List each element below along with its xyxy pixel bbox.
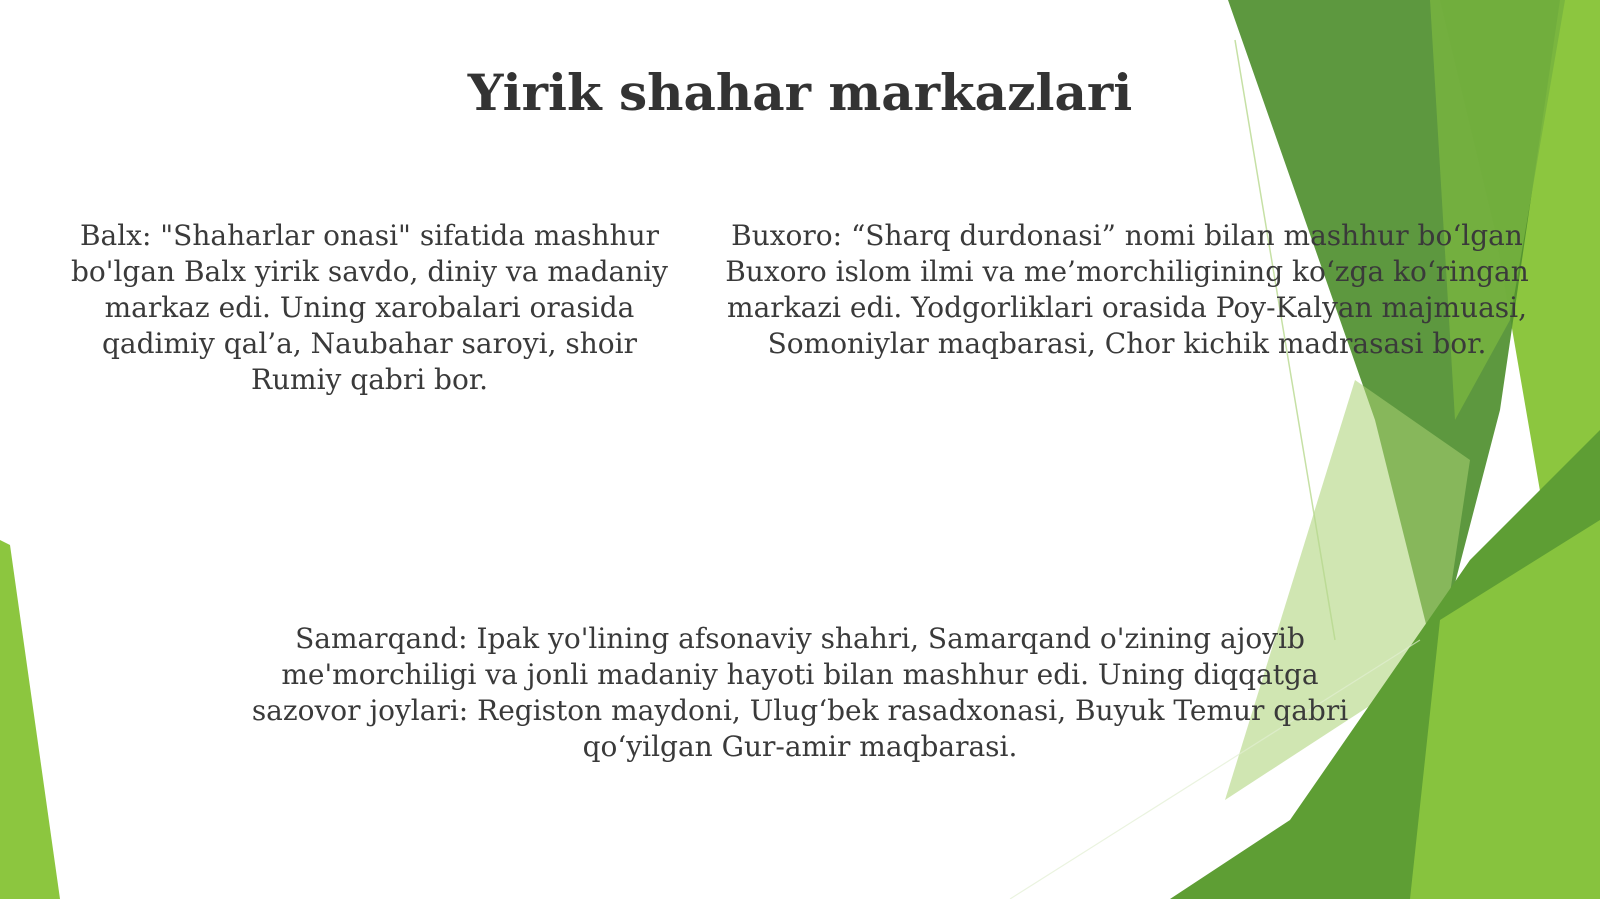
slide-title: Yirik shahar markazlari <box>467 63 1133 122</box>
buxoro-paragraph: Buxoro: “Sharq durdonasi” nomi bilan mashhur bo‘lgan Buxoro islom ilmi va me’morchiligining ko‘zga ko‘ringan markazi edi. Yodgorliklari orasida Poy-Kalyan majmuasi, Somoniylar maqbarasi, Chor kichik madrasasi bor. <box>725 219 1529 360</box>
samarqand-paragraph: Samarqand: Ipak yo'lining afsonaviy shahri, Samarqand o'zining ajoyib me'morchiligi va jonli madaniy hayoti bilan mashhur edi. Uning diqqatga sazovor joylari: Registon maydoni, Ulug‘bek rasadxonasi, Buyuk Temur qabri qo‘yilgan Gur-amir maqbarasi. <box>251 622 1349 763</box>
left-green-sliver <box>0 540 60 899</box>
balx-paragraph: Balx: "Shaharlar onasi" sifatida mashhur bo'lgan Balx yirik savdo, diniy va madaniy markaz edi. Uning xarobalari orasida qadimiy qal’a, Naubahar saroyi, shoir Rumiy qabri bor. <box>70 219 668 396</box>
